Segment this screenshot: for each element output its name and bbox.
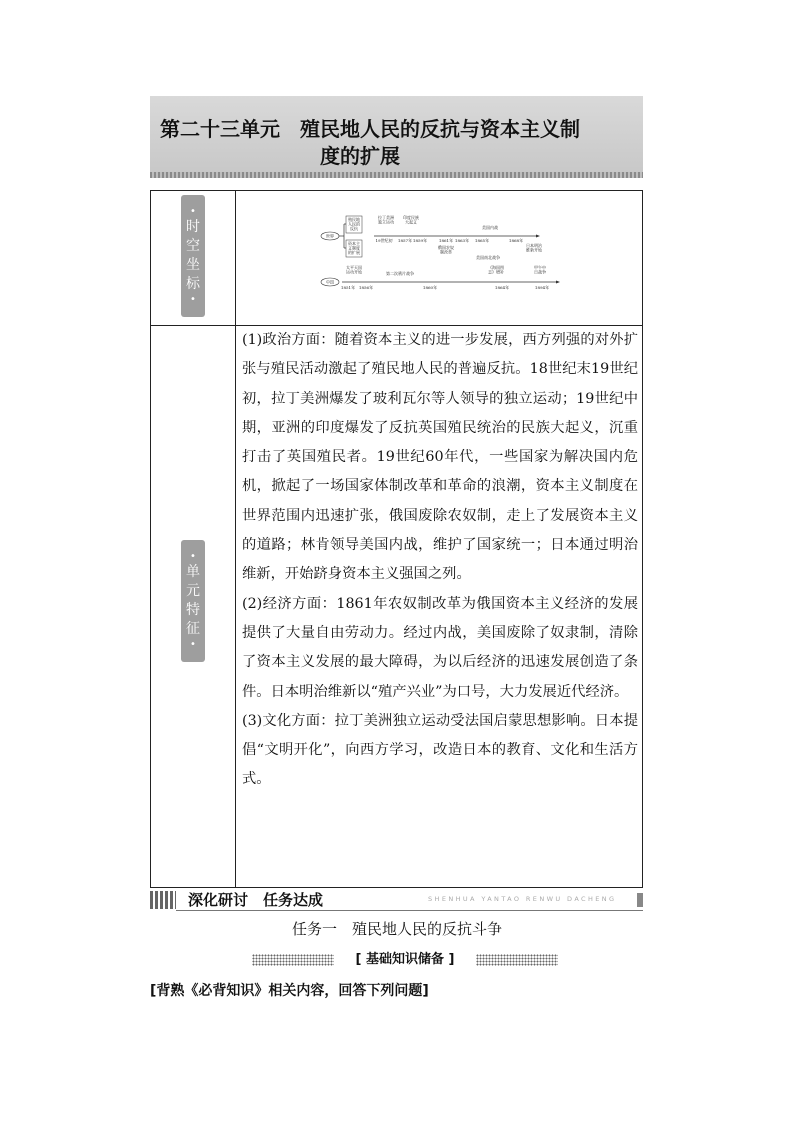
tab-char: 元 — [186, 583, 200, 599]
year-label: 1865年 — [474, 238, 490, 243]
bullet-dot-icon: • — [190, 551, 196, 562]
event-label: 运动开始 — [346, 269, 362, 275]
event-label: 俄国农奴 — [438, 245, 454, 250]
bullet-dot-icon: • — [190, 206, 196, 217]
event-label: 甲午中 — [534, 265, 546, 270]
feature-political: (1)政治方面：随着资本主义的进一步发展，西方列强的对外扩张与殖民活动激起了殖民地人民的普遍反抗。18世纪末19世纪初，拉丁美洲爆发了玻利瓦尔等人领导的独立运动；19世纪中期，亚洲的印度爆发了反抗英国殖民统治的民族大起义，沉重打击了英国殖民者。19世纪60年代，一些国家为解决国内危机，掀起了一场国家体制改革和革命的浪潮，资本主义制度在世界范围内迅速扩张，俄国废除农奴制，走上了发展资本主义的道路；林肯领导美国内战，维护了国家统一；日本通过明治维新，开始跻身资本主义强国之列。 — [242, 332, 638, 583]
world-label: 世界 — [326, 233, 334, 239]
feature-economic: (2)经济方面：1861年农奴制改革为俄国资本主义经济的发展提供了大量自由劳动力。经过内战，美国废除了奴隶制，清除了资本主义发展的最大障碍，为以后经济的迅速发展创造了条件。日本明治维新以“殖产兴业”为口号，大力发展近代经济。 — [242, 595, 638, 700]
instruction-text: [背熟《必背知识》相关内容，回答下列问题] — [150, 983, 429, 999]
unit-title-line2: 度的扩展 — [320, 144, 400, 168]
dot-pattern-decoration — [476, 954, 558, 966]
year-label: 1863年 — [454, 238, 470, 243]
bullet-dot-icon: • — [190, 639, 196, 650]
topic-box-text: 殖民地 — [348, 217, 360, 222]
section-pinyin: SHENHUA YANTAO RENWU DACHENG — [428, 895, 617, 903]
knowledge-prep-label: [ 基础知识储备 ] — [355, 952, 455, 967]
section-header-bar — [150, 889, 643, 911]
year-label: 1857年 — [397, 238, 413, 243]
year-label: 1860年 — [422, 285, 438, 290]
unit-features-content — [242, 326, 638, 795]
task-title: 任务一 殖民地人民的反抗斗争 — [291, 920, 502, 938]
event-label: 制改革 — [440, 249, 452, 255]
topic-box-text: 资本主 — [348, 241, 360, 246]
arrow-right-icon — [556, 281, 560, 284]
year-label: 1856年 — [358, 285, 374, 290]
tab-char: 标 — [186, 276, 200, 292]
topic-box-text: 人民的 — [348, 221, 360, 227]
year-label: 1868年 — [508, 238, 524, 243]
topic-box-text: 的扩展 — [348, 250, 360, 255]
event-label: 《海国图 — [488, 265, 504, 270]
timeline-diagram — [318, 212, 570, 294]
bullet-dot-icon: • — [190, 294, 196, 305]
unit-title-banner — [150, 96, 643, 178]
year-label: 1861年 — [438, 238, 454, 243]
event-label: 日本明治 — [526, 243, 542, 248]
section-endcap — [637, 893, 643, 907]
tab-char: 特 — [186, 602, 200, 618]
event-label: 美国南北战争 — [476, 255, 500, 260]
topic-box-text: 义制度 — [348, 245, 360, 251]
section-underline — [176, 910, 643, 911]
event-label: 太平天国 — [346, 265, 362, 270]
unit-title — [160, 116, 640, 170]
year-label: 1851年 — [340, 285, 356, 290]
year-label: 1864年 — [494, 285, 510, 290]
event-label: 日战争 — [534, 269, 546, 275]
dot-pattern-decoration — [252, 954, 334, 966]
tab-unit-features — [181, 540, 205, 662]
unit-title-line1: 第二十三单元 殖民地人民的反抗与资本主义制 — [160, 117, 580, 141]
event-label: 维新开始 — [526, 247, 542, 253]
event-label: 第二次鸦片战争 — [386, 271, 414, 276]
china-label: 中国 — [326, 279, 334, 285]
stripe-decoration — [150, 891, 176, 909]
feature-cultural: (3)文化方面：拉丁美洲独立运动受法国启蒙思想影响。日本提倡“文明开化”，向西方学习，改造日本的教育、文化和生活方式。 — [242, 712, 638, 788]
event-label: 印度民族 — [403, 215, 419, 220]
event-label: 大起义 — [405, 219, 417, 225]
event-label: 志》增补 — [488, 269, 504, 275]
year-label: 1894年 — [534, 285, 550, 290]
tab-char: 空 — [186, 238, 200, 254]
topic-box-text: 反抗 — [350, 226, 358, 231]
tab-char: 单 — [186, 564, 200, 580]
tab-char: 时 — [186, 219, 200, 235]
year-label: 1859年 — [412, 238, 428, 243]
tab-char: 征 — [186, 621, 200, 637]
knowledge-prep-bar — [252, 951, 558, 969]
section-title: 深化研讨 任务达成 — [188, 891, 324, 909]
tab-time-space-coordinates — [181, 195, 205, 317]
table-column-divider — [235, 191, 236, 887]
event-label: 拉丁美洲 — [378, 215, 394, 220]
event-label: 独立运动 — [378, 219, 394, 225]
year-label: 19世纪初 — [375, 238, 393, 243]
tab-char: 坐 — [186, 257, 200, 273]
event-label: 美国内战 — [482, 225, 498, 230]
arrow-right-icon — [536, 235, 540, 238]
